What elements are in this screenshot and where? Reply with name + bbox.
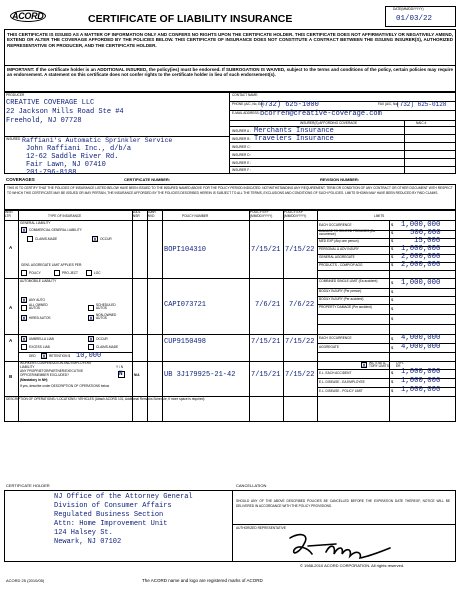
wc-eff-date: 7/15/21 (251, 371, 281, 379)
auto-non-owned-checkbox[interactable]: X (89, 315, 93, 322)
certificate-number-label: CERTIFICATE NUMBER: (124, 177, 171, 182)
insurer-c-label: INSURER C : (232, 145, 252, 149)
email-value: bcorren@creative-coverage.com (260, 110, 382, 118)
gl-loc-checkbox[interactable] (86, 270, 92, 276)
gl-limit-value: 2,000,000 (401, 261, 441, 269)
holder-line: Regulated Business Section (54, 511, 164, 519)
currency-sign: $ (391, 388, 394, 393)
umbrella-label: UMBRELLA LIAB (29, 337, 54, 341)
currency-sign: $ (391, 230, 394, 235)
auto-limit-label: BODILY INJURY (Per accident) (319, 297, 364, 301)
currency-sign: $ (391, 254, 394, 259)
phone-label: PHONE (A/C, No, Ext): (232, 102, 265, 106)
umbrella-limit-value: 4,000,000 (401, 334, 441, 342)
limits-header: LIMITS (374, 214, 385, 218)
coverage-statement: THIS IS TO CERTIFY THAT THE POLICIES OF INSURANCE LISTED BELOW HAVE BEEN ISSUED TO THE INSURED NAMED ABOVE FOR THE POLICY PERIOD INDICATED. NOTWITHSTANDING ANY REQUIREMENT, TERM OR CONDITION OF ANY CONTRACT OR OTHER DOCUMENT WITH RESPECT TO WHICH THIS CERTIFICATE MAY BE ISSUED OR MAY PERTAIN, THE INSURANCE AFFORDED BY THE POLICIES DESCRIBED HEREIN IS SUBJECT TO ALL THE TERMS, EXCLUSIONS AND CONDITIONS OF SUCH POLICIES. LIMITS SHOWN MAY HAVE BEEN REDUCED BY PAID CLAIMS. (7, 186, 453, 195)
umbrella-exp-date: 7/15/22 (285, 338, 315, 346)
holder-line: 124 Halsey St. (54, 529, 113, 537)
auto-limit-label: PROPERTY DAMAGE (Per accident) (319, 305, 372, 309)
gl-occur-label: OCCUR (100, 237, 112, 241)
gl-limit-value: 15,000 (414, 237, 441, 245)
contact-name-label: CONTACT NAME: (232, 93, 259, 97)
wc-mandatory: (Mandatory in NH) (20, 378, 48, 382)
wc-limit-label: E.L. EACH ACCIDENT (319, 371, 352, 375)
certificate-page (4, 4, 456, 588)
auto-hired-label: HIRED AUTOS (29, 316, 51, 320)
currency-sign: $ (391, 306, 394, 311)
retention-checkbox[interactable]: X (42, 353, 46, 360)
certificate-holder-label: CERTIFICATE HOLDER (6, 483, 50, 488)
cancellation-text: SHOULD ANY OF THE ABOVE DESCRIBED POLICIES BE CANCELLED BEFORE THE EXPIRATION DATE THEREOF, NOTICE WILL BE DELIVERED IN ACCORDANCE WITH THE POLICY PROVISIONS. (236, 499, 450, 508)
umbrella-occur-label: OCCUR (96, 337, 108, 341)
umbrella-eff-date: 7/15/21 (251, 338, 281, 346)
gl-limit-value: 2,000,000 (401, 253, 441, 261)
auto-any-checkbox[interactable]: X (22, 297, 26, 304)
wc-insurer-letter: B (9, 374, 13, 379)
retention-value: 10,000 (76, 352, 102, 360)
currency-sign: $ (391, 238, 394, 243)
insured-phone: 201-796-8188 (26, 169, 77, 177)
naic-header: NAIC # (416, 121, 427, 125)
gl-policy-label: POLICY (29, 271, 41, 275)
auto-exp-date: 7/6/22 (289, 301, 315, 309)
producer-address: 22 Jackson Mills Road Ste #4 (6, 108, 124, 116)
insured-name: Raffiani's Automatic Sprinkler Service (22, 137, 173, 144)
umbrella-claims-made-checkbox[interactable] (88, 344, 94, 350)
document-title: CERTIFICATE OF LIABILITY INSURANCE (88, 13, 293, 25)
insured-dba: John Raffiani Inc., d/b/a (26, 145, 132, 153)
auto-policy-number: CAPI073721 (164, 301, 207, 309)
currency-sign: $ (391, 262, 394, 267)
insurer-b-label: INSURER B : (232, 137, 252, 141)
excess-label: EXCESS LIAB (29, 345, 50, 349)
auto-limit-value: 1,000,000 (401, 279, 441, 287)
auto-limit-label: BODILY INJURY (Per person) (319, 289, 362, 293)
insurer-d-label: INSURER D : (232, 153, 252, 157)
umbrella-occur-checkbox[interactable]: X (89, 336, 93, 343)
gl-claims-made-checkbox[interactable] (27, 236, 33, 242)
currency-sign: $ (391, 289, 394, 294)
gl-limit-value: 1,000,000 (401, 221, 441, 229)
insurer-f-label: INSURER F : (232, 168, 251, 172)
holder-line: Newark, NJ 07102 (54, 538, 122, 546)
wc-question: ANY PROPRIETOR/PARTNER/EXECUTIVE OFFICER/MEMBER EXCLUDED? (20, 369, 84, 377)
wc-na: N/A (134, 373, 140, 377)
revision-number-label: REVISION NUMBER: (320, 177, 360, 182)
insr-ltr-header: INSR LTR (5, 210, 13, 218)
currency-sign: $ (391, 379, 394, 384)
insured-street: 12-62 Saddle River Rd. (26, 153, 119, 161)
gl-limit-value: 500,000 (410, 229, 441, 237)
retention-label: RETENTION $ (49, 354, 71, 358)
auto-non-owned-label: NON-OWNED AUTOS (96, 313, 117, 321)
currency-sign: $ (391, 280, 394, 285)
signature (286, 530, 396, 562)
wc-other-label: OTH-ER (396, 361, 404, 369)
date-label: DATE(MM/DD/YYYY) (393, 7, 424, 11)
umbrella-insurer-letter: A (9, 338, 13, 343)
producer-city: Freehold, NJ 07728 (6, 117, 82, 125)
auto-any-label: ANY AUTO (29, 298, 46, 302)
wc-limit-label: E.L. DISEASE - POLICY LIMIT (319, 389, 363, 393)
gl-project-label: PRO-JECT (62, 271, 78, 275)
copyright: © 1988-2010 ACORD CORPORATION. All rights reserved. (300, 563, 405, 568)
auto-title: AUTOMOBILE LIABILITY (20, 279, 57, 283)
coverages-label: COVERAGES (6, 177, 35, 182)
important-text: IMPORTANT: If the certificate holder is an ADDITIONAL INSURED, the policy(ies) must be endorsed. If SUBROGATION IS WAIVED, subject to the terms and conditions of the policy, certain policies may require an endorsement. A statement on this certificate does not confer rights to the certificate holder in lieu of such endorsement(s). (7, 67, 453, 78)
description-label: DESCRIPTION OF OPERATIONS / LOCATIONS / VEHICLES (Attach ACORD 101, Additional Remarks Schedule, if more space is required) (6, 397, 205, 401)
currency-sign: $ (391, 316, 394, 321)
wc-exp-date: 7/15/22 (285, 371, 315, 379)
currency-sign: $ (391, 345, 394, 350)
authorized-rep-label: AUTHORIZED REPRESENTATIVE (236, 526, 286, 530)
gl-agg-applies: GEN'L AGGREGATE LIMIT APPLIES PER: (21, 263, 83, 267)
insurers-header: INSURER(S) AFFORDING COVERAGE (300, 121, 358, 125)
insurer-e-label: INSURER E : (232, 161, 252, 165)
auto-scheduled-label: SCHEDULED AUTOS (96, 303, 116, 311)
gl-policy-number: BOPI104310 (164, 246, 207, 254)
gl-limit-value: 1,000,000 (401, 245, 441, 253)
trademark-notice: The ACORD name and logo are registered marks of ACORD (142, 578, 263, 583)
date-value: 01/03/22 (396, 15, 433, 23)
auto-limit-label: COMBINED SINGLE LIMIT (Ea accident) (319, 279, 378, 283)
gl-exp-date: 7/15/22 (285, 246, 315, 254)
cancellation-label: CANCELLATION (236, 483, 267, 488)
phone-value: (732) 625-1000 (260, 101, 319, 109)
currency-sign: $ (391, 222, 394, 227)
currency-sign: $ (391, 246, 394, 251)
wc-yn-label: Y / N (116, 365, 124, 369)
gl-loc-label: LOC (94, 271, 101, 275)
currency-sign: $ (391, 370, 394, 375)
gl-title: GENERAL LIABILITY (20, 221, 51, 225)
form-number: ACORD 25 (2010/05) (6, 578, 45, 583)
eff-header: POLICY EFF (MM/DD/YYYY) (250, 210, 273, 218)
gl-commercial-label: COMMERCIAL GENERAL LIABILITY (29, 228, 82, 232)
gl-limit-label: PERSONAL & ADV INJURY (319, 247, 359, 251)
gl-insurer-letter: A (9, 245, 13, 250)
umbrella-limit-value: 4,000,000 (401, 343, 441, 351)
auto-insurer-letter: A (9, 305, 13, 310)
wc-limit-value: 1,000,000 (401, 377, 441, 385)
excess-checkbox[interactable] (21, 344, 27, 350)
auto-eff-date: 7/6/21 (255, 301, 281, 309)
gl-policy-checkbox[interactable] (21, 270, 27, 276)
auto-hired-checkbox[interactable]: X (22, 315, 26, 322)
insured-label: INSURED (6, 137, 21, 141)
wc-title: WORKERS COMPENSATION AND EMPLOYERS' LIABILITY (20, 361, 92, 369)
holder-line: Attn: Home Improvement Unit (54, 520, 168, 528)
wc-statutory-label: WC STATU-TORY LIMITS (369, 361, 389, 369)
wc-answer: N (119, 370, 123, 377)
notice-text: THIS CERTIFICATE IS ISSUED AS A MATTER OF INFORMATION ONLY AND CONFERS NO RIGHTS UPON THE CERTIFICATE HOLDER. THIS CERTIFICATE DOES NOT AFFIRMATIVELY OR NEGATIVELY AMEND, EXTEND OR ALTER THE COVERAGE AFFORDED BY THE POLICIES BELOW. THIS CERTIFICATE OF INSURANCE DOES NOT CONSTITUTE A CONTRACT BETWEEN THE ISSUING INSURER(S), AUTHORIZED REPRESENTATIVE OR PRODUCER, AND THE CERTIFICATE HOLDER. (7, 32, 453, 48)
acord-logo: ACORD (12, 11, 44, 21)
gl-project-checkbox[interactable] (54, 270, 60, 276)
ded-label: DED (29, 354, 36, 358)
wc-limit-value: 1,000,000 (401, 368, 441, 376)
insured-city: Fair Lawn, NJ 07410 (26, 161, 106, 169)
gl-eff-date: 7/15/21 (251, 246, 281, 254)
auto-all-owned-label: ALL OWNED AUTOS (29, 303, 48, 311)
policy-number-header: POLICY NUMBER (182, 214, 209, 218)
gl-limit-label: PRODUCTS - COMP/OP AGG (319, 263, 363, 267)
insurer-a-name: Merchants Insurance (254, 127, 334, 135)
auto-scheduled-checkbox[interactable] (88, 305, 94, 311)
umbrella-claims-made-label: CLAIMS-MADE (96, 345, 119, 349)
wc-statutory-checkbox[interactable]: X (362, 362, 366, 369)
currency-sign: $ (391, 297, 394, 302)
email-label: E-MAIL ADDRESS: (232, 111, 260, 115)
umbrella-checkbox[interactable]: X (22, 336, 26, 343)
wc-policy-number: UB 3J179925-21-42 (164, 371, 236, 379)
producer-label: PRODUCER (6, 93, 25, 97)
subr-header: SUBR WVD (147, 210, 156, 218)
auto-all-owned-checkbox[interactable] (21, 305, 27, 311)
umbrella-limit-label: AGGREGATE (319, 345, 339, 349)
acord-logo-ring (10, 10, 46, 22)
holder-line: Division of Consumer Affairs (54, 502, 172, 510)
umbrella-limit-label: EACH OCCURRENCE (319, 336, 352, 340)
gl-occur-checkbox[interactable]: X (93, 236, 97, 243)
gl-limit-label: GENERAL AGGREGATE (319, 255, 355, 259)
gl-claims-made-label: CLAIMS-MADE (35, 237, 58, 241)
gl-commercial-checkbox[interactable]: X (22, 227, 26, 234)
insurer-b-name: Travelers Insurance (254, 135, 334, 143)
gl-limit-label: MED EXP (Any one person) (319, 239, 359, 243)
producer-name: CREATIVE COVERAGE LLC (6, 99, 95, 107)
type-header: TYPE OF INSURANCE (48, 214, 82, 218)
wc-limit-label: E.L. DISEASE - EA EMPLOYEE (319, 380, 365, 384)
fax-value: (732) 625-0128 (396, 101, 447, 108)
fax-label: FAX (A/C, No): (378, 102, 400, 106)
gl-limit-label: EACH OCCURRENCE (319, 223, 352, 227)
wc-describe: If yes, describe under DESCRIPTION OF OPERATIONS below (20, 384, 110, 388)
currency-sign: $ (391, 336, 394, 341)
gl-limit-label: DAMAGE TO RENTED PREMISES (Ea occurrence) (319, 229, 376, 237)
exp-header: POLICY EXP (MM/DD/YYYY) (284, 210, 307, 218)
addl-header: ADDL INSR (132, 210, 141, 218)
insurer-a-label: INSURER A : (232, 129, 251, 133)
holder-line: NJ Office of the Attorney General (54, 493, 193, 501)
umbrella-policy-number: CUP9150498 (164, 338, 207, 346)
wc-limit-value: 1,000,000 (401, 386, 441, 394)
